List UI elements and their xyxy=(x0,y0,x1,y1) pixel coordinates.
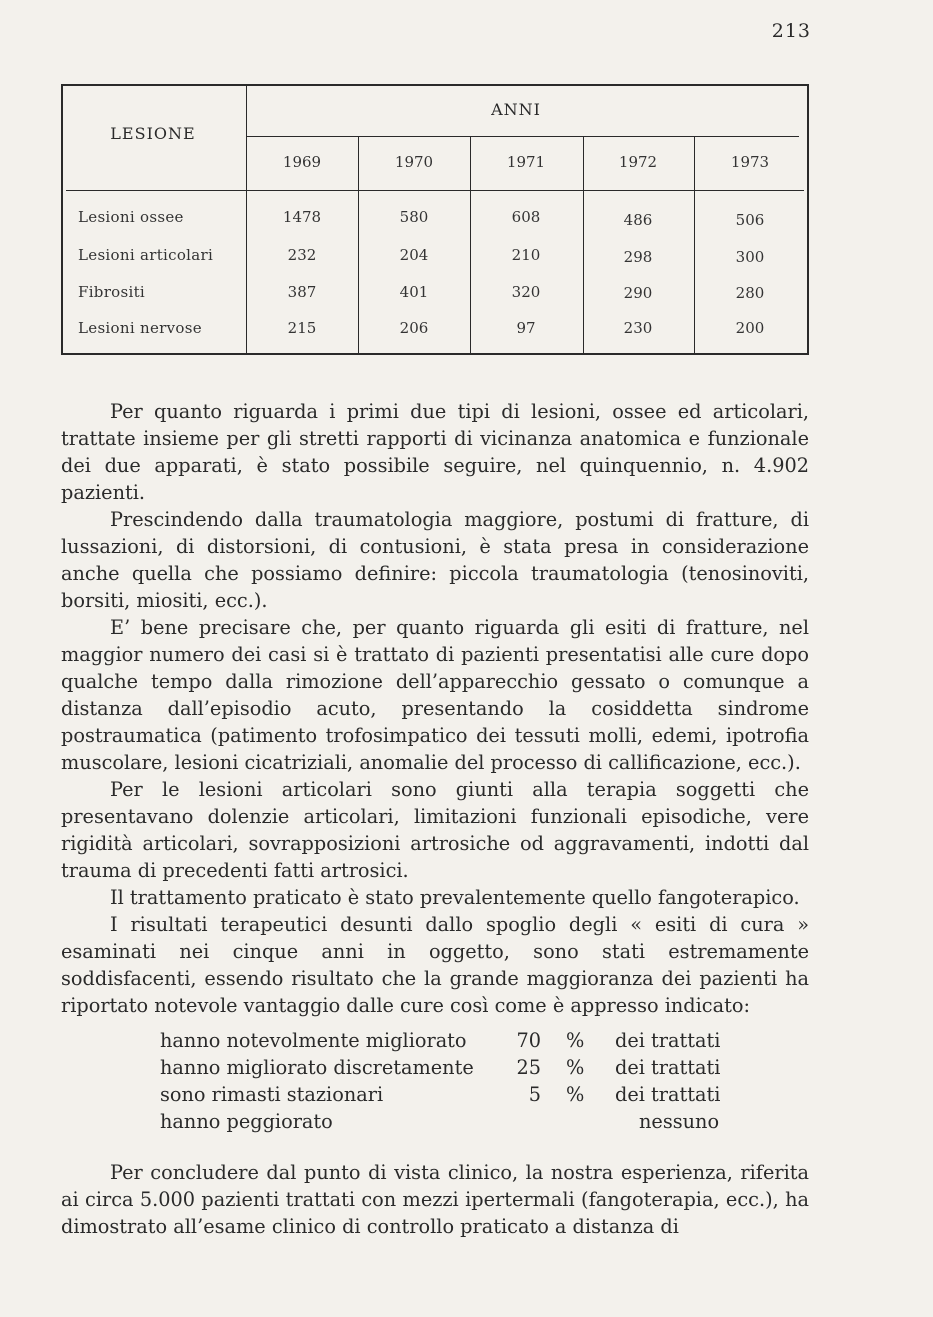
result-row xyxy=(61,1083,809,1109)
result-row xyxy=(61,1056,809,1082)
table-cell: 1478 xyxy=(282,208,322,226)
paragraph: I risultati terapeutici desunti dallo spoglio degli « esiti di cura » esaminati nei cinque anni in oggetto, sono stati estremamente soddisfacenti, essendo risultato che la grande maggioranza dei pazienti ha riportato notevole vantaggio dalle cure così come è appresso indicato: xyxy=(61,913,809,1017)
percent-sign: % xyxy=(566,1083,585,1106)
page-number: 213 xyxy=(771,20,811,42)
result-suffix: dei trattati xyxy=(615,1029,721,1052)
table-cell: 232 xyxy=(287,246,317,264)
result-none: nessuno xyxy=(639,1110,720,1133)
table-cell: 580 xyxy=(399,208,429,226)
years-group-header: ANNI xyxy=(491,100,541,119)
lesion-table xyxy=(0,0,933,370)
table-cell: 401 xyxy=(399,283,429,301)
table-cell: 230 xyxy=(623,319,653,337)
closing-paragraph: Per concludere dal punto di vista clinico, la nostra esperienza, riferita ai circa 5.000 pazienti trattati con mezzi ipertermali (fangoterapia, ecc.), ha dimostrato all’esame clinico di controllo praticato a distanza di xyxy=(61,1161,809,1238)
row-label: Lesioni ossee xyxy=(78,208,184,226)
table-cell: 200 xyxy=(735,319,765,337)
results-list xyxy=(61,1029,809,1147)
table-cell: 608 xyxy=(511,208,541,226)
year-header: 1971 xyxy=(506,153,546,171)
year-header: 1970 xyxy=(394,153,434,171)
table-cell: 210 xyxy=(511,246,541,264)
paragraph: E’ bene precisare che, per quanto riguarda gli esiti di fratture, nel maggior numero dei casi si è trattato di pazienti presentatisi alle cure dopo qualche tempo dalla rimozione dell’apparecchio gessato o comunque a distanza dall’episodio acuto, presentando la cosiddetta sindrome postraumatica (patimento trofosimpatico dei tessuti molli, edemi, ipotrofia muscolare, lesioni cicatriziali, anomalie del processo di callificazione, ecc.). xyxy=(61,616,809,774)
table-cell: 204 xyxy=(399,246,429,264)
year-header: 1973 xyxy=(730,153,770,171)
table-cell: 486 xyxy=(623,211,653,229)
result-description: hanno notevolmente migliorato xyxy=(160,1029,467,1052)
result-value: 5 xyxy=(528,1083,541,1106)
table-cell: 506 xyxy=(735,211,765,229)
year-header: 1969 xyxy=(282,153,322,171)
percent-sign: % xyxy=(566,1056,585,1079)
paragraph: Per quanto riguarda i primi due tipi di lesioni, ossee ed articolari, trattate insieme per gli stretti rapporti di vicinanza anatomica e funzionale dei due apparati, è stato possibile seguire, nel quinquennio, n. 4.902 pazienti. xyxy=(61,400,809,504)
table-cell: 320 xyxy=(511,283,541,301)
table-cell: 215 xyxy=(287,319,317,337)
table-cell: 300 xyxy=(735,248,765,266)
table-cell: 97 xyxy=(516,319,536,337)
table-cell: 290 xyxy=(623,284,653,302)
table-cell: 280 xyxy=(735,284,765,302)
row-header: LESIONE xyxy=(110,124,196,143)
result-description: hanno peggiorato xyxy=(160,1110,333,1133)
row-label: Lesioni nervose xyxy=(78,319,202,337)
paragraph: Il trattamento praticato è stato prevalentemente quello fangoterapico. xyxy=(110,886,800,909)
result-description: sono rimasti stazionari xyxy=(160,1083,384,1106)
result-description: hanno migliorato discretamente xyxy=(160,1056,474,1079)
table-cell: 298 xyxy=(623,248,653,266)
result-row xyxy=(61,1029,809,1055)
percent-sign: % xyxy=(566,1029,585,1052)
row-label: Fibrositi xyxy=(78,283,146,301)
table-cell: 206 xyxy=(399,319,429,337)
result-suffix: dei trattati xyxy=(615,1083,721,1106)
result-row xyxy=(61,1110,809,1136)
result-value: 70 xyxy=(516,1029,541,1052)
result-value: 25 xyxy=(516,1056,541,1079)
result-suffix: dei trattati xyxy=(615,1056,721,1079)
paragraph: Per le lesioni articolari sono giunti alla terapia soggetti che presentavano dolenzie articolari, limitazioni funzionali episodiche, vere rigidità articolari, sovrapposizioni artrosiche od aggravamenti, indotti dal trauma di precedenti fatti artrosici. xyxy=(61,778,809,882)
year-header: 1972 xyxy=(618,153,658,171)
table-cell: 387 xyxy=(287,283,317,301)
body-text xyxy=(61,398,809,1240)
paragraph: Prescindendo dalla traumatologia maggiore, postumi di fratture, di lussazioni, di distorsioni, di contusioni, è stata presa in considerazione anche quella che possiamo definire: piccola traumatologia (tenosinoviti, borsiti, miositi, ecc.). xyxy=(61,508,809,612)
row-label: Lesioni articolari xyxy=(78,246,214,264)
